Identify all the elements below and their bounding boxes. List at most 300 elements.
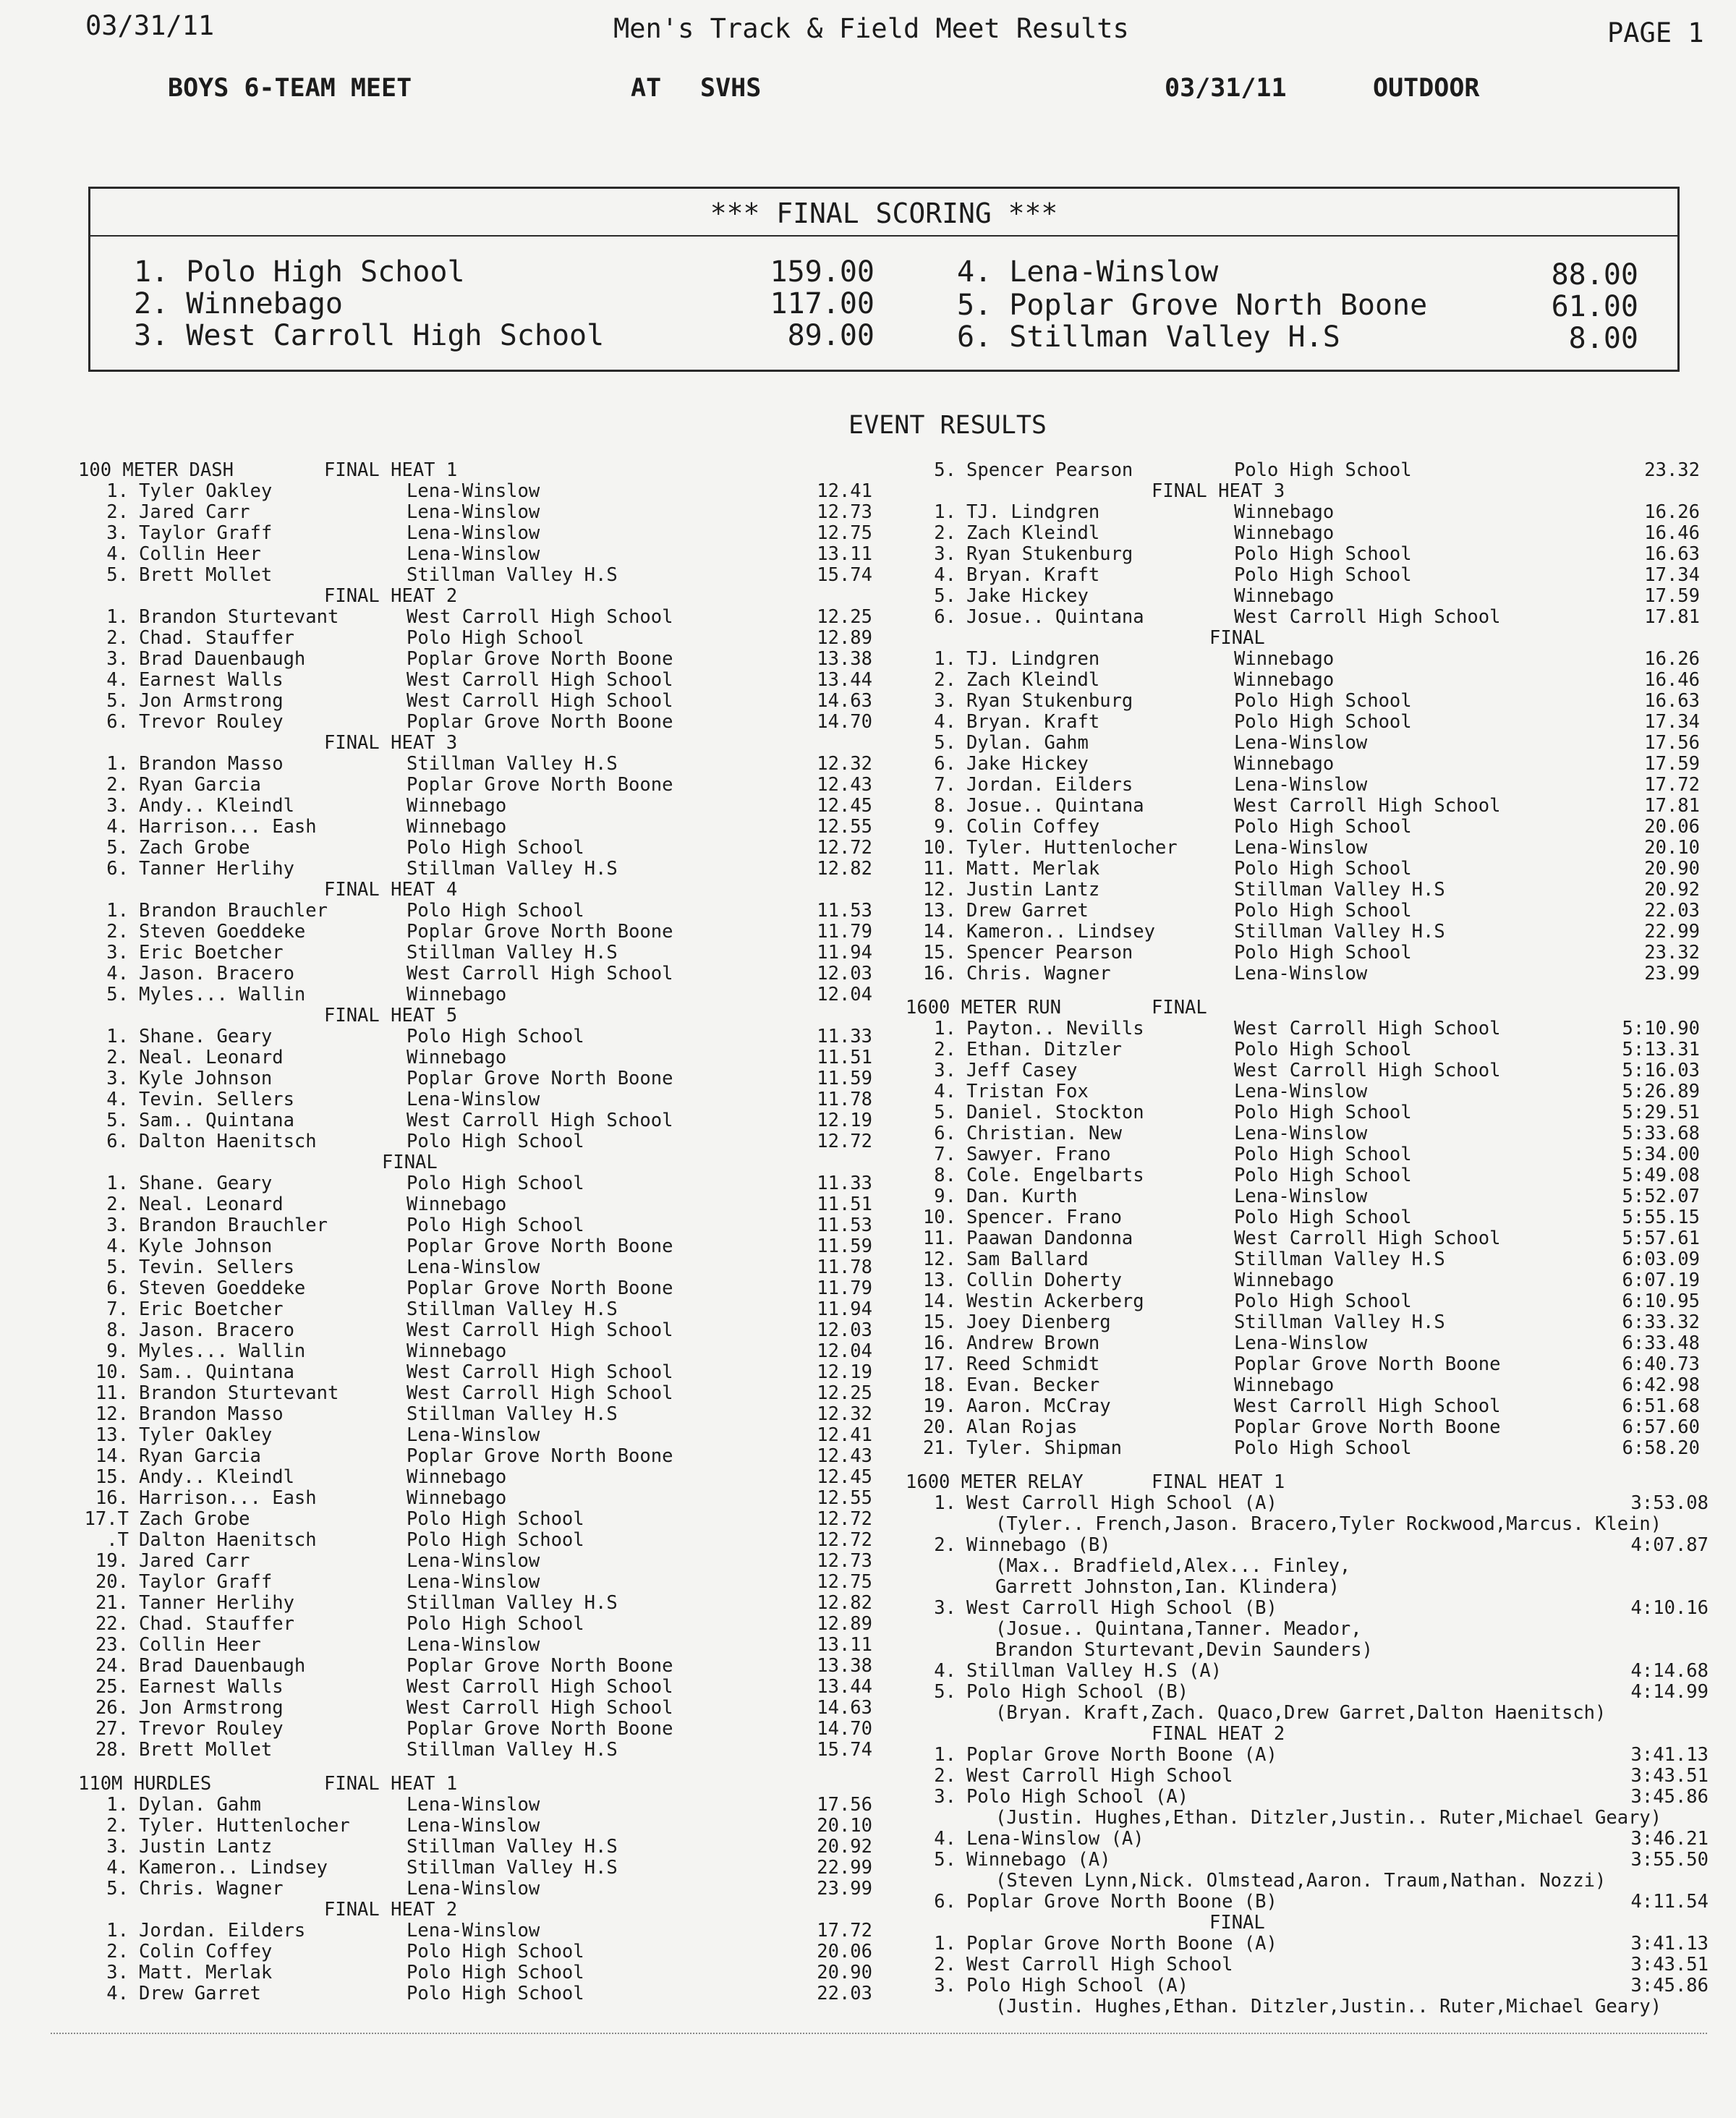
result-mark: 12.41 [817,1424,872,1446]
result-mark: 6:07.19 [1622,1269,1700,1291]
result-row [906,607,1709,628]
team-name: Polo High School [1234,942,1412,964]
athlete-name: Paawan Dandonna [966,1228,1133,1249]
athlete-name: Andy.. Kleindl [139,795,294,817]
result-row [78,901,881,922]
result-mark: 12.82 [817,1592,872,1614]
place: 9. [934,1186,956,1207]
team-name: West Carroll High School [407,1319,673,1341]
team-name: Stillman Valley H.S [407,1403,618,1425]
team-score-value: 117.00 [770,287,875,320]
place: 17. [922,1353,956,1375]
result-row [906,1102,1709,1123]
result-mark: 12.19 [817,1110,872,1131]
page-bottom-rule [51,2033,1707,2034]
heat-label: FINAL HEAT 1 [324,1773,458,1795]
place: 1. [106,900,129,922]
event-name: 110M HURDLES [78,1773,212,1795]
team-name: Polo High School [1234,900,1412,922]
athlete-name: Brad Dauenbaugh [139,1655,306,1677]
team-name: Polo High School [1234,543,1412,565]
result-row [78,1942,881,1962]
result-mark: 16.26 [1644,501,1700,523]
result-mark: 13.11 [817,543,872,565]
result-row [78,1299,881,1320]
result-mark: 12.25 [817,606,872,628]
relay-row [906,1661,1709,1682]
place: 2. [106,1194,129,1215]
result-mark: 6:33.48 [1622,1332,1700,1354]
team-name: Stillman Valley H.S [407,1836,618,1858]
place: 27. [95,1718,129,1740]
result-row [906,1060,1709,1081]
relay-team: Stillman Valley H.S (A) [966,1660,1222,1682]
athlete-name: Collin Heer [139,543,261,565]
athlete-name: Eric Boetcher [139,1298,284,1320]
place: 6. [934,753,956,775]
athlete-name: Chad. Stauffer [139,627,294,649]
athlete-name: Zach Kleindl [966,669,1100,691]
relay-members: (Steven Lynn,Nick. Olmstead,Aaron. Traum,Nathan. Nozzi) [995,1870,1607,1892]
athlete-name: Earnest Walls [139,1676,284,1698]
result-row [906,712,1709,733]
athlete-name: Jon Armstrong [139,690,284,712]
heat-header-row [78,1152,881,1173]
result-row [906,838,1709,859]
result-mark: 5:33.68 [1622,1123,1700,1144]
athlete-name: Taylor Graff [139,1571,273,1593]
result-mark: 13.38 [817,1655,872,1677]
place: 25. [95,1676,129,1698]
athlete-name: Justin Lantz [966,879,1100,901]
place: 5. [934,1849,956,1871]
team-name: Polo High School [407,1941,584,1962]
result-mark: 6:40.73 [1622,1353,1700,1375]
result-row [78,1488,881,1509]
place: 2. [106,1941,129,1962]
team-score-value: 89.00 [787,319,875,352]
result-mark: 20.10 [817,1815,872,1837]
team-name: Winnebago [407,795,507,817]
athlete-name: Collin Doherty [966,1269,1122,1291]
result-mark: 3:45.86 [1630,1975,1709,1996]
place: 5. [106,1878,129,1900]
result-mark: 12.73 [817,501,872,523]
result-row [78,1362,881,1383]
result-row [906,796,1709,817]
document-title: Men's Track & Field Meet Results [613,13,1129,44]
result-mark: 12.04 [817,984,872,1005]
team-name: Lena-Winslow [407,1550,540,1572]
team-name: Winnebago [1234,669,1335,691]
result-mark: 5:55.15 [1622,1207,1700,1228]
place: .T [106,1529,129,1551]
place: 2. [934,1039,956,1060]
result-row [906,880,1709,901]
team-name: Poplar Grove North Boone [407,1445,673,1467]
athlete-name: Brett Mollet [139,1739,273,1761]
result-row [78,984,881,1005]
result-mark: 11.53 [817,1215,872,1236]
result-row [78,1068,881,1089]
athlete-name: Neal. Leonard [139,1194,284,1215]
result-mark: 11.78 [817,1089,872,1110]
team-name: West Carroll High School [407,1676,673,1698]
athlete-name: Spencer Pearson [966,942,1133,964]
athlete-name: Dylan. Gahm [966,732,1089,754]
result-mark: 5:34.00 [1622,1144,1700,1165]
place: 1. [106,606,129,628]
team-name: Lena-Winslow [407,1878,540,1900]
place: 2. [106,1815,129,1837]
result-mark: 12.72 [817,837,872,859]
athlete-name: Sawyer. Frano [966,1144,1111,1165]
place: 2. [106,501,129,523]
result-row [906,1207,1709,1228]
result-mark: 12.43 [817,774,872,796]
result-mark: 22.99 [817,1857,872,1879]
page-number: PAGE 1 [1607,17,1704,48]
relay-row [906,1535,1709,1556]
team-name: Stillman Valley H.S [407,858,618,880]
place: 1. [934,501,956,523]
result-mark: 20.06 [817,1941,872,1962]
place: 7. [106,1298,129,1320]
result-mark: 4:14.99 [1630,1681,1709,1703]
team-name: Winnebago [1234,585,1335,607]
place: 28. [95,1739,129,1761]
result-mark: 22.99 [1644,921,1700,943]
athlete-name: Reed Schmidt [966,1353,1100,1375]
result-row [906,817,1709,838]
heat-label: FINAL HEAT 2 [324,1899,458,1921]
team-name: Winnebago [407,1194,507,1215]
place: 3. [106,1962,129,1983]
result-mark: 6:33.32 [1622,1311,1700,1333]
heat-label: FINAL [1209,1912,1265,1934]
place: 15. [95,1466,129,1488]
results-column-left [78,460,881,2004]
team-name: Lena-Winslow [1234,837,1368,859]
result-row [78,1740,881,1761]
team-name: West Carroll High School [1234,1018,1501,1039]
result-mark: 20.92 [1644,879,1700,901]
place: 3. [106,648,129,670]
result-mark: 14.70 [817,1718,872,1740]
result-mark: 5:16.03 [1622,1060,1700,1081]
place: 5. [106,1110,129,1131]
team-name: Polo High School [1234,1165,1412,1186]
result-mark: 11.53 [817,900,872,922]
heat-label: FINAL HEAT 5 [324,1005,458,1026]
place: 5. [106,837,129,859]
place: 3. [106,1836,129,1858]
team-name: Poplar Grove North Boone [407,1277,673,1299]
athlete-name: Kyle Johnson [139,1236,273,1257]
athlete-name: Jason. Bracero [139,963,294,984]
place: 19. [922,1395,956,1417]
athlete-name: Justin Lantz [139,1836,273,1858]
result-mark: 5:52.07 [1622,1186,1700,1207]
result-mark: 20.10 [1644,837,1700,859]
athlete-name: Matt. Merlak [966,858,1100,880]
athlete-name: Shane. Geary [139,1026,273,1047]
result-row [906,733,1709,754]
result-row [78,1383,881,1404]
team-name: Polo High School [1234,1039,1412,1060]
result-mark: 17.56 [817,1794,872,1816]
heat-label: FINAL [382,1152,438,1173]
team-name: Polo High School [1234,459,1412,481]
result-mark: 16.46 [1644,522,1700,544]
athlete-name: Jon Armstrong [139,1697,284,1719]
result-mark: 3:41.13 [1630,1933,1709,1955]
place: 7. [934,1144,956,1165]
place: 3. [934,1786,956,1808]
place: 2. [934,669,956,691]
result-row [906,964,1709,984]
result-row [78,523,881,544]
result-row [906,1144,1709,1165]
result-row [78,1983,881,2004]
result-row [78,1446,881,1467]
place: 4. [934,711,956,733]
result-row [78,607,881,628]
result-mark: 20.90 [817,1962,872,1983]
place: 11. [922,858,956,880]
relay-row [906,1745,1709,1766]
result-mark: 12.73 [817,1550,872,1572]
place: 12. [922,879,956,901]
result-row [78,544,881,565]
result-mark: 3:43.51 [1630,1765,1709,1787]
team-name: Poplar Grove North Boone [407,1655,673,1677]
result-mark: 12.03 [817,1319,872,1341]
team-name: Poplar Grove North Boone [407,921,673,943]
result-mark: 11.79 [817,921,872,943]
result-row [78,838,881,859]
team-score-entry: 3. West Carroll High School [134,319,605,352]
result-row [906,1417,1709,1438]
place: 2. [934,522,956,544]
result-row [906,1039,1709,1060]
athlete-name: Jason. Bracero [139,1319,294,1341]
place: 8. [106,1319,129,1341]
result-row [78,670,881,691]
result-row [78,1677,881,1698]
result-mark: 20.06 [1644,816,1700,838]
relay-team: Polo High School (A) [966,1786,1189,1808]
result-row [78,1551,881,1572]
result-mark: 3:53.08 [1630,1492,1709,1514]
team-name: Stillman Valley H.S [1234,1249,1445,1270]
team-name: Polo High School [407,1529,584,1551]
athlete-name: Payton.. Nevills [966,1018,1144,1039]
result-mark: 15.74 [817,564,872,586]
place: 5. [934,585,956,607]
result-row [78,964,881,984]
team-name: Polo High School [1234,1207,1412,1228]
team-name: West Carroll High School [407,1361,673,1383]
athlete-name: Harrison... Eash [139,1487,317,1509]
result-row [906,565,1709,586]
result-row [78,481,881,502]
team-name: Lena-Winslow [407,480,540,502]
result-row [78,1816,881,1837]
place: 2. [106,921,129,943]
athlete-name: Taylor Graff [139,522,273,544]
heat-label: FINAL HEAT 4 [324,879,458,901]
team-name: Winnebago [407,1340,507,1362]
athlete-name: Drew Garret [139,1983,261,2004]
meet-at-label: AT [631,74,662,103]
result-mark: 12.75 [817,522,872,544]
place: 10. [95,1361,129,1383]
athlete-name: Cole. Engelbarts [966,1165,1144,1186]
team-name: West Carroll High School [1234,606,1501,628]
relay-row [906,1682,1709,1703]
result-row [78,922,881,943]
result-mark: 11.78 [817,1256,872,1278]
result-row [906,523,1709,544]
result-mark: 5:57.61 [1622,1228,1700,1249]
place: 13. [922,900,956,922]
result-mark: 12.82 [817,858,872,880]
place: 9. [106,1340,129,1362]
relay-row [906,1598,1709,1619]
team-name: Polo High School [1234,1290,1412,1312]
result-mark: 3:46.21 [1630,1828,1709,1850]
team-name: Stillman Valley H.S [407,942,618,964]
result-mark: 16.26 [1644,648,1700,670]
place: 4. [106,1983,129,2004]
result-row [78,1320,881,1341]
athlete-name: Tyler. Shipman [966,1437,1122,1459]
relay-team: West Carroll High School (B) [966,1597,1277,1619]
place: 5. [106,1256,129,1278]
relay-team: Polo High School (B) [966,1681,1189,1703]
athlete-name: Westin Ackerberg [966,1290,1144,1312]
team-score-value: 8.00 [1568,322,1638,355]
relay-members-row [906,1577,1709,1598]
result-mark: 17.34 [1644,711,1700,733]
athlete-name: Tanner Herlihy [139,858,294,880]
team-name: Winnebago [1234,753,1335,775]
athlete-name: Tristan Fox [966,1081,1089,1102]
result-row [78,943,881,964]
result-row [78,1572,881,1593]
place: 1. [934,1933,956,1955]
team-name: Winnebago [407,984,507,1005]
athlete-name: Dylan. Gahm [139,1794,261,1816]
result-mark: 4:11.54 [1630,1891,1709,1913]
team-name: Polo High School [1234,1144,1412,1165]
event-header-row [78,1774,881,1795]
team-name: Poplar Grove North Boone [407,1068,673,1089]
athlete-name: Andy.. Kleindl [139,1466,294,1488]
final-scoring-header [90,189,1677,237]
relay-row [906,1829,1709,1850]
result-mark: 11.59 [817,1068,872,1089]
result-mark: 17.72 [817,1920,872,1942]
place: 14. [922,1290,956,1312]
result-mark: 12.04 [817,1340,872,1362]
athlete-name: Collin Heer [139,1634,261,1656]
result-row [78,1131,881,1152]
result-mark: 20.92 [817,1836,872,1858]
athlete-name: Neal. Leonard [139,1047,284,1068]
result-mark: 23.99 [1644,963,1700,984]
heat-header-row [78,1900,881,1921]
result-row [78,1635,881,1656]
place: 4. [934,1081,956,1102]
result-row [78,1509,881,1530]
result-mark: 3:55.50 [1630,1849,1709,1871]
relay-team: Polo High School (A) [966,1975,1189,1996]
relay-members-row [906,1871,1709,1892]
result-row [906,1438,1709,1459]
result-mark: 3:45.86 [1630,1786,1709,1808]
team-name: West Carroll High School [1234,795,1501,817]
team-score-entry: 6. Stillman Valley H.S [957,320,1340,354]
result-row [906,943,1709,964]
athlete-name: Jeff Casey [966,1060,1078,1081]
result-row [78,1425,881,1446]
place: 2. [106,627,129,649]
athlete-name: Jared Carr [139,1550,250,1572]
place: 6. [934,1123,956,1144]
athlete-name: Josue.. Quintana [966,795,1144,817]
team-name: Lena-Winslow [407,501,540,523]
result-row [906,649,1709,670]
result-mark: 12.75 [817,1571,872,1593]
place: 10. [922,1207,956,1228]
place: 3. [934,1060,956,1081]
team-score-entry: 2. Winnebago [134,287,343,320]
athlete-name: Kyle Johnson [139,1068,273,1089]
team-name: West Carroll High School [1234,1228,1501,1249]
athlete-name: Spencer Pearson [966,459,1133,481]
result-row [78,628,881,649]
place: 6. [934,606,956,628]
result-row [78,691,881,712]
result-mark: 23.32 [1644,459,1700,481]
team-name: West Carroll High School [407,690,673,712]
result-row [78,796,881,817]
place: 6. [106,711,129,733]
athlete-name: Tanner Herlihy [139,1592,294,1614]
athlete-name: Tyler Oakley [139,480,273,502]
relay-row [906,1493,1709,1514]
result-mark: 5:49.08 [1622,1165,1700,1186]
team-name: Stillman Valley H.S [407,1298,618,1320]
place: 3. [106,522,129,544]
athlete-name: Jordan. Eilders [139,1920,306,1942]
place: 12. [95,1403,129,1425]
result-mark: 12.43 [817,1445,872,1467]
team-name: Lena-Winslow [407,1794,540,1816]
event-name: 1600 METER RUN [906,997,1061,1018]
relay-members-row [906,1640,1709,1661]
result-row [78,1879,881,1900]
place: 14. [922,921,956,943]
result-mark: 11.94 [817,942,872,964]
place: 13. [922,1269,956,1291]
place: 5. [934,1102,956,1123]
result-row [78,565,881,586]
heat-label: FINAL HEAT 2 [1152,1723,1285,1745]
team-name: Lena-Winslow [1234,1332,1368,1354]
